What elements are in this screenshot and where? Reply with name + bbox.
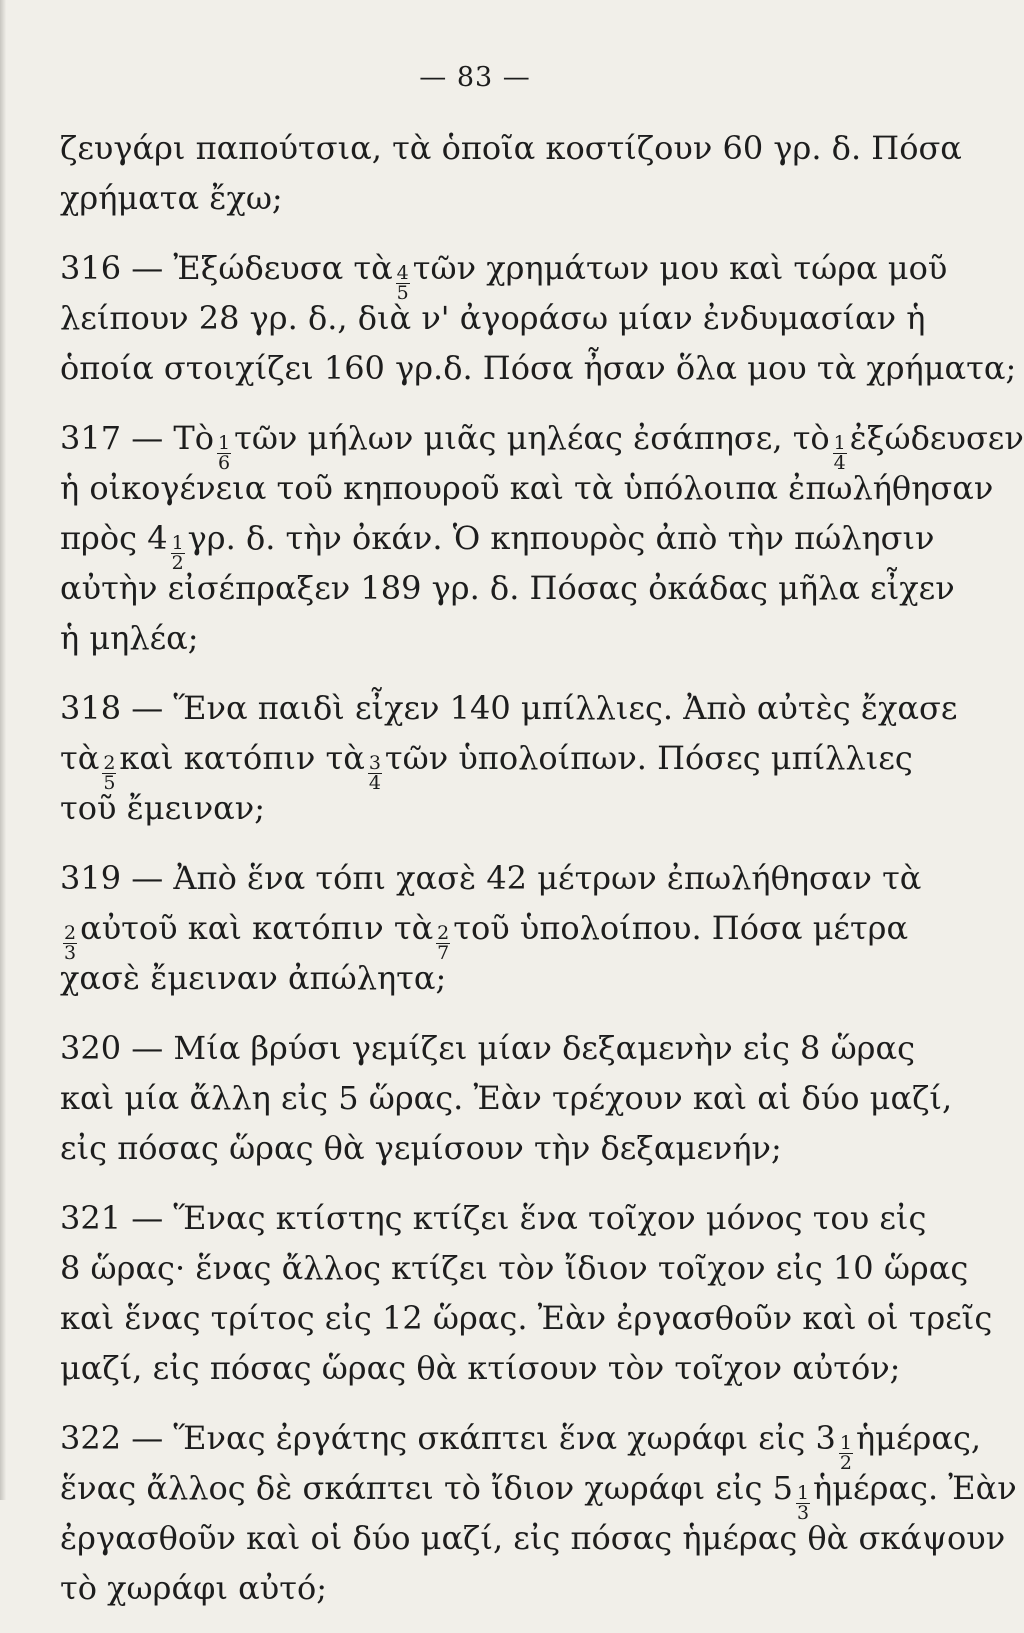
page-number: — 83 — (419, 62, 531, 93)
fraction (368, 754, 382, 793)
text-span: ἐργασθοῦν καὶ οἱ δύο μαζί, εἰς πόσας ἡμέρας θὰ σκάψουν (60, 1519, 1006, 1557)
text-span: καὶ κατόπιν τὰ (119, 739, 365, 777)
text-line (60, 513, 935, 574)
problem-318 (60, 683, 958, 833)
numerator: 3 (368, 752, 381, 774)
numerator: 1 (833, 432, 846, 454)
numerator: 2 (103, 752, 116, 774)
text-span: μαζί, εἰς πόσας ὥρας θὰ κτίσουν τὸν τοῖχον αὐτόν; (60, 1349, 901, 1387)
text-span: τῶν μήλων μιᾶς μηλέας ἐσάπησε, τὸ (234, 419, 830, 457)
text-span: 317 — Τὸ (60, 419, 215, 457)
denominator: 7 (437, 942, 450, 964)
text-line (60, 243, 948, 304)
text-span: 8 ὥρας· ἕνας ἄλλος κτίζει τὸν ἴδιον τοῖχον εἰς 10 ὥρας (60, 1249, 969, 1287)
text-line (60, 1563, 880, 1613)
text-line (60, 343, 1017, 393)
numerator: 1 (171, 532, 184, 554)
text-span: τοῦ ὑπολοίπου. Πόσα μέτρα (453, 909, 909, 947)
text-span: ἐξώδευσεν (849, 419, 1024, 457)
text-span: ζευγάρι παπούτσια, τὰ ὁποῖα κοστίζουν 60 γρ. δ. Πόσα (60, 129, 962, 167)
text-span: ὁποία στοιχίζει 160 γρ.δ. Πόσα ἦσαν ὅλα μου τὰ χρήματα; (60, 349, 1017, 387)
text-line (60, 953, 880, 1003)
denominator: 2 (839, 1452, 852, 1474)
problem-319 (60, 853, 922, 1003)
numerator: 1 (796, 1482, 810, 1504)
problem-321 (60, 1193, 993, 1393)
numerator: 2 (437, 922, 450, 944)
text-line (60, 1243, 969, 1293)
text-span: 316 — Ἐξώδευσα τὰ (60, 249, 393, 287)
text-line (60, 1413, 982, 1474)
problem-316 (60, 243, 1017, 393)
denominator: 4 (833, 452, 846, 474)
denominator: 3 (796, 1502, 810, 1524)
text-line (60, 783, 880, 833)
problem-322 (60, 1413, 1017, 1613)
text-line (60, 563, 955, 613)
text-line (60, 1463, 1017, 1524)
text-span: λείπουν 28 γρ. δ., διὰ ν' ἀγοράσω μίαν ἐνδυμασίαν ἡ (60, 299, 926, 337)
denominator: 4 (368, 772, 381, 794)
numerator: 1 (839, 1432, 852, 1454)
text-span: 321 — Ἕνας κτίστης κτίζει ἕνα τοῖχον μόνος του εἰς (60, 1199, 927, 1237)
denominator: 5 (396, 282, 409, 304)
text-span: καὶ ἕνας τρίτος εἰς 12 ὥρας. Ἐὰν ἐργασθοῦν καὶ οἱ τρεῖς (60, 1299, 993, 1337)
paragraph-continuation (60, 123, 962, 223)
text-line (60, 1343, 901, 1393)
text-span: 319 — Ἀπὸ ἕνα τόπι χασὲ 42 μέτρων ἐπωλήθησαν τὰ (60, 859, 922, 897)
text-span: τῶν χρημάτων μου καὶ τώρα μοῦ (412, 249, 948, 287)
text-span: πρὸς 4 (60, 519, 168, 557)
denominator: 3 (64, 942, 77, 964)
text-line (60, 173, 880, 223)
numerator: 4 (396, 262, 409, 284)
problem-317 (60, 413, 1024, 663)
text-line (60, 413, 1024, 474)
text-span: τὸ χωράφι αὐτό; (60, 1569, 327, 1607)
denominator: 6 (218, 452, 231, 474)
text-line (60, 123, 962, 173)
denominator: 2 (171, 552, 184, 574)
page-edge (0, 0, 6, 1500)
text-span: 318 — Ἕνα παιδὶ εἶχεν 140 μπίλλιες. Ἀπὸ αὐτὲς ἔχασε (60, 689, 958, 727)
text-span: 322 — Ἕνας ἐργάτης σκάπτει ἕνα χωράφι εἰς 3 (60, 1419, 836, 1457)
text-span: χασὲ ἔμειναν ἀπώλητα; (60, 959, 447, 997)
text-line (60, 903, 909, 964)
text-span: αὐτοῦ καὶ κατόπιν τὰ (80, 909, 434, 947)
text-line (60, 733, 913, 794)
text-line (60, 853, 922, 903)
text-line (60, 1023, 915, 1073)
text-span: ἡμέρας. Ἐὰν (813, 1469, 1017, 1507)
text-line (60, 613, 880, 663)
text-span: καὶ μία ἄλλη εἰς 5 ὥρας. Ἐὰν τρέχουν καὶ αἱ δύο μαζί, (60, 1079, 953, 1117)
text-span: τοῦ ἔμειναν; (60, 789, 265, 827)
text-span: εἰς πόσας ὥρας θὰ γεμίσουν τὴν δεξαμενήν; (60, 1129, 782, 1167)
text-span: τῶν ὑπολοίπων. Πόσες μπίλλιες (384, 739, 913, 777)
numerator: 1 (218, 432, 231, 454)
text-span: αὐτὴν εἰσέπραξεν 189 γρ. δ. Πόσας ὀκάδας μῆλα εἶχεν (60, 569, 955, 607)
text-line (60, 683, 958, 733)
text-line (60, 1123, 880, 1173)
text-line (60, 463, 994, 513)
text-line (60, 1513, 1006, 1563)
text-span: χρήματα ἔχω; (60, 179, 283, 217)
text-line (60, 1073, 953, 1123)
text-span: ἡ οἰκογένεια τοῦ κηπουροῦ καὶ τὰ ὑπόλοιπα ἐπωλήθησαν (60, 469, 994, 507)
text-line (60, 1293, 993, 1343)
book-page (60, 62, 1024, 1633)
text-span: τὰ (60, 739, 100, 777)
text-span: γρ. δ. τὴν ὀκάν. Ὁ κηπουρὸς ἀπὸ τὴν πώλησιν (187, 519, 935, 557)
text-line (60, 293, 926, 343)
numerator: 2 (64, 922, 77, 944)
text-span: ἡμέρας, (855, 1419, 982, 1457)
text-span: ἕνας ἄλλος δὲ σκάπτει τὸ ἴδιον χωράφι εἰς 5 (60, 1469, 793, 1507)
text-span: ἡ μηλέα; (60, 619, 199, 657)
problem-320 (60, 1023, 953, 1173)
denominator: 5 (103, 772, 116, 794)
text-span: 320 — Μία βρύσι γεμίζει μίαν δεξαμενὴν εἰς 8 ὥρας (60, 1029, 915, 1067)
text-line (60, 1193, 927, 1243)
